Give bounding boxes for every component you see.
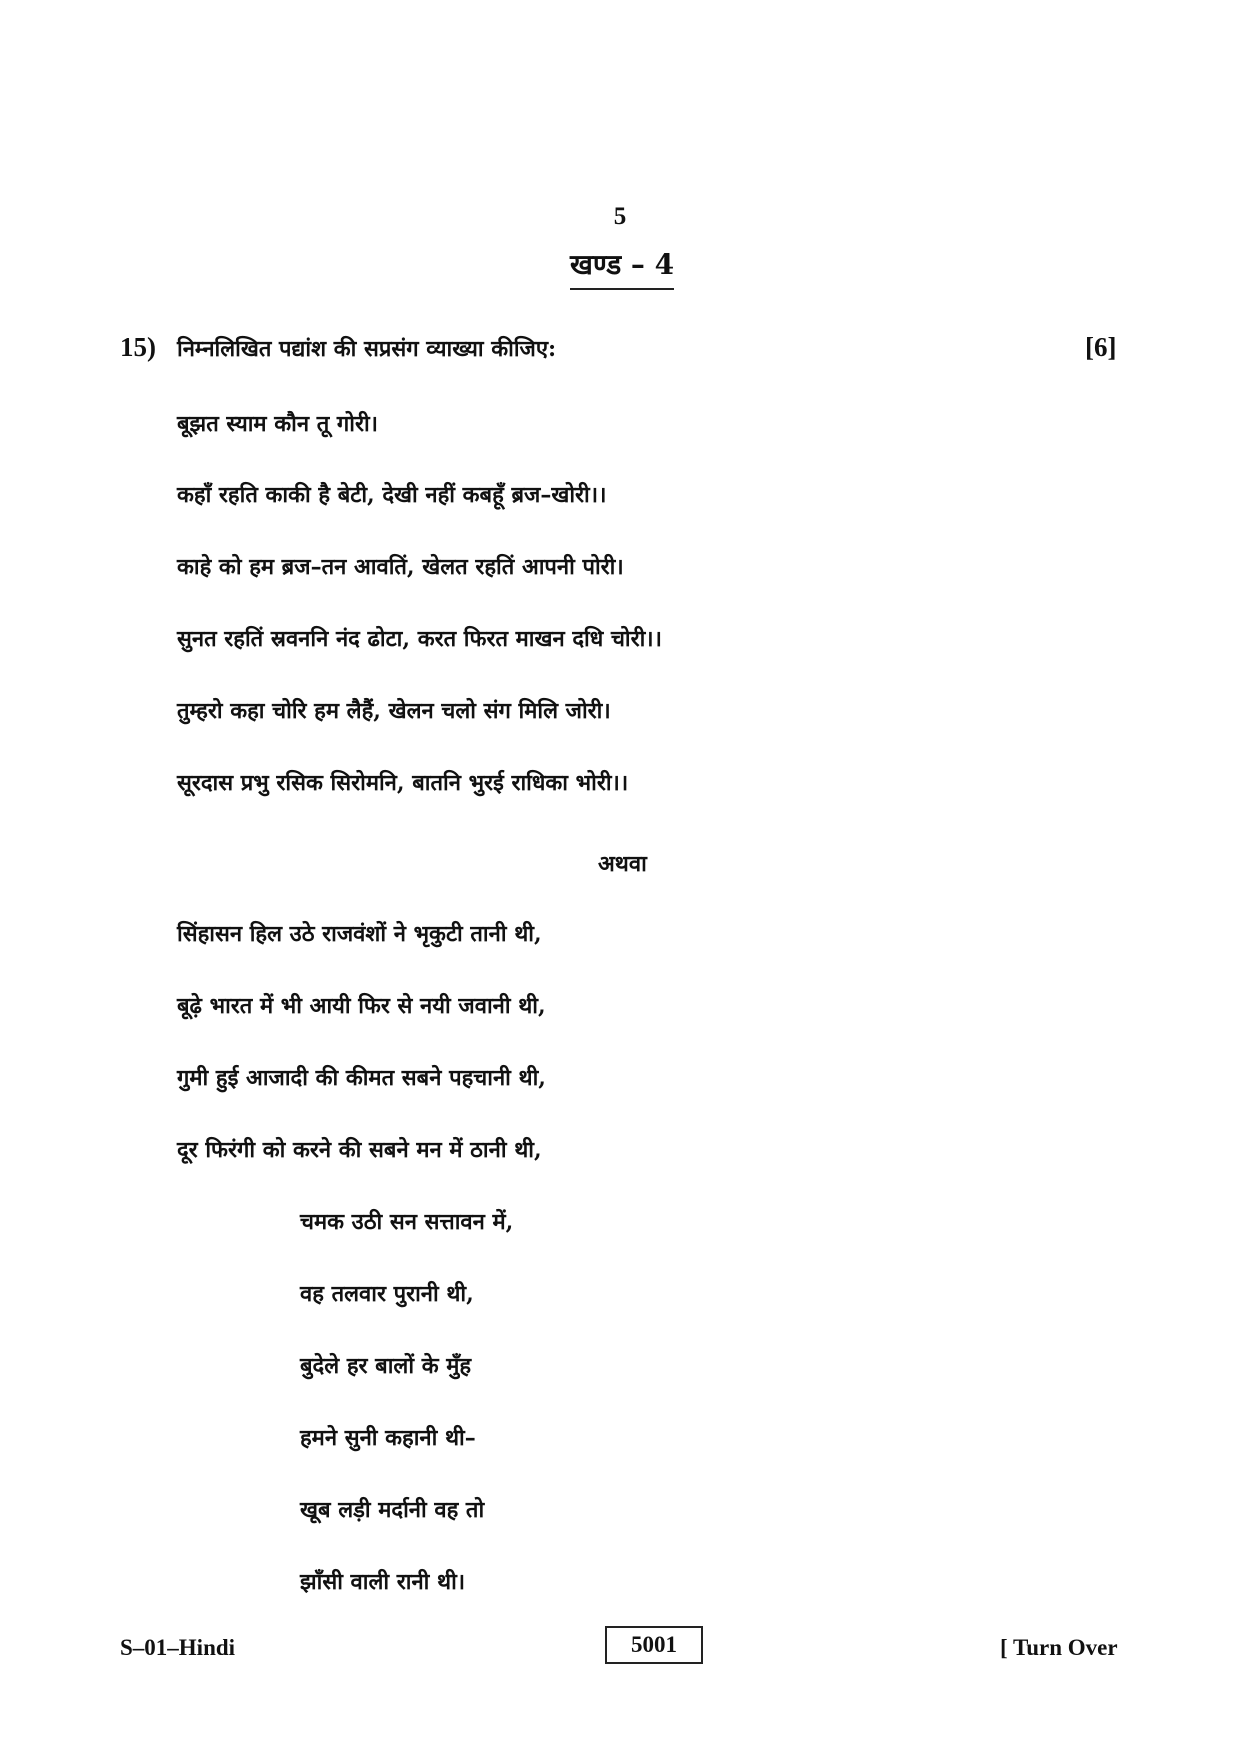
poem2-line: दूर फिरंगी को करने की सबने मन में ठानी थी,: [177, 1137, 542, 1163]
poem2-line: बूढ़े भारत में भी आयी फिर से नयी जवानी थी,: [177, 993, 546, 1019]
poem1-line: सूरदास प्रभु रसिक सिरोमनि, बातनि भुरई राधिका भोरी।।: [177, 770, 629, 796]
poem1-line: सुनत रहतिं स्रवननि नंद ढोटा, करत फिरत माखन दधि चोरी।।: [177, 626, 662, 652]
or-divider: अथवा: [598, 851, 647, 877]
poem2-refrain-line: हमने सुनी कहानी थी–: [300, 1425, 476, 1451]
question-number: 15): [120, 332, 156, 362]
question-marks: [6]: [1085, 332, 1117, 362]
poem2-refrain-line: वह तलवार पुरानी थी,: [300, 1281, 474, 1307]
booklet-code-box: 5001: [605, 1626, 703, 1664]
poem1-line: कहाँ रहति काकी है बेटी, देखी नहीं कबहूँ ब्रज–खोरी।।: [177, 482, 607, 508]
poem2-refrain-line: खूब लड़ी मर्दानी वह तो: [300, 1497, 485, 1523]
poem1-line: काहे को हम ब्रज–तन आवतिं, खेलत रहतिं आपनी पोरी।: [177, 554, 624, 580]
section-title: खण्ड – 4: [570, 248, 674, 290]
question-text: निम्नलिखित पद्यांश की सप्रसंग व्याख्या कीजिए:: [177, 336, 557, 362]
turn-over-note: [ Turn Over: [1000, 1635, 1118, 1660]
poem2-refrain-line: चमक उठी सन सत्तावन में,: [300, 1209, 514, 1235]
poem2-refrain-line: झाँसी वाली रानी थी।: [300, 1569, 466, 1595]
poem2-line: गुमी हुई आजादी की कीमत सबने पहचानी थी,: [177, 1065, 546, 1091]
poem2-refrain-line: बुदेले हर बालों के मुँह: [300, 1353, 472, 1379]
poem1-line: बूझत स्याम कौन तू गोरी।: [177, 411, 379, 437]
paper-code: S–01–Hindi: [120, 1635, 236, 1660]
poem1-line: तुम्हरो कहा चोरि हम लैहैं, खेलन चलो संग मिलि जोरी।: [177, 698, 611, 724]
page-number: 5: [613, 203, 627, 230]
poem2-line: सिंहासन हिल उठे राजवंशों ने भृकुटी तानी थी,: [177, 921, 542, 947]
